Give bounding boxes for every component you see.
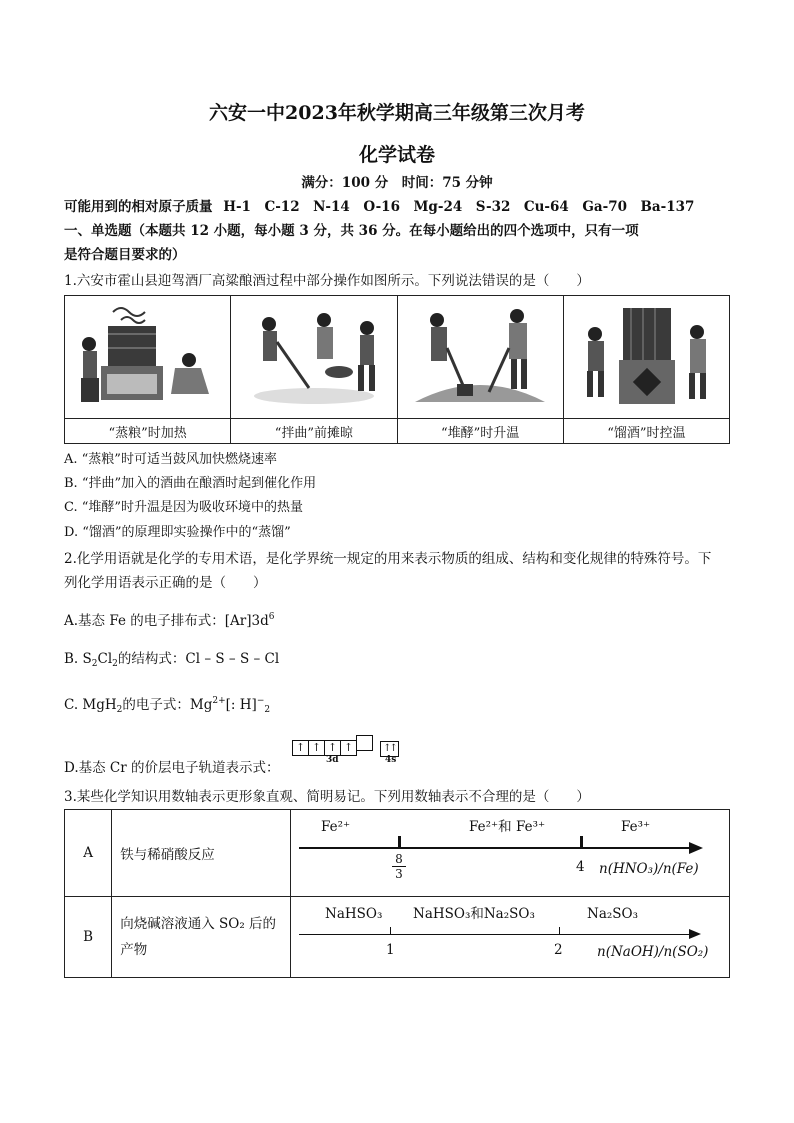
tick-a-1-numerator: 8 [395,852,403,866]
section-heading-line2: 是符合题目要求的） [64,247,186,263]
q2-c-mid: 的电子式：Mg [122,697,213,713]
q3-table [64,809,730,978]
exam-subtitle: 化学试卷 [358,144,435,166]
axis-arrow-b [689,929,701,939]
axis-label-b: n(NaOH)/n(SO₂) [597,944,709,960]
orbital-3d-1: ↑ [292,740,309,756]
number-line-a [291,810,729,896]
zone-b-3: Na₂SO₃ [587,906,639,922]
q1-caption-4: “馏酒”时控温 [563,419,729,444]
q2-c-prefix: C. MgH [64,697,117,713]
tick-a-1-denominator: 3 [392,866,406,881]
q1-image-fermenting [397,296,563,419]
axis-line-a [299,847,691,849]
q3-row-a-label: A [65,810,112,897]
orbital-3d-4: ↑ [340,740,357,756]
tick-a-1 [398,836,401,848]
q1-caption-3: “堆酵”时升温 [397,419,563,444]
fermenting-illustration [405,298,555,412]
q2-option-b [64,650,279,673]
number-line-b [291,897,729,977]
q1-option-b: B. “拌曲”加入的酒曲在酿酒时起到催化作用 [64,476,317,491]
q1-option-a: A. “蒸粮”时可适当鼓风加快燃烧速率 [64,452,277,467]
q1-image-spreading [231,296,397,419]
orbital-3d-3: ↑ [324,740,341,756]
orbital-3d-5 [356,735,373,751]
q2-c-suffix: [: H] [225,697,257,713]
steaming-illustration [73,298,223,412]
tick-a-2 [580,836,583,848]
cr-orbital-diagram [292,735,398,757]
distilling-illustration [571,298,721,412]
zone-a-3: Fe³⁺ [621,819,651,835]
axis-line-b [299,934,691,935]
q2-b-suffix: 的结构式：Cl – S – S – Cl [117,651,280,667]
axis-arrow-a [689,842,703,854]
q3-row-b-desc-line2: 产物 [120,942,148,958]
tick-b-2-label: 2 [554,942,563,958]
q1-option-d: D. “馏酒”的原理即实验操作中的“蒸馏” [64,525,291,540]
orbital-label-4s: 4s [385,755,397,765]
exam-title: 六安一中2023年秋学期高三年级第三次月考 [209,102,585,124]
atomic-masses-values: H-1 C-12 N-14 O-16 Mg-24 S-32 Cu-64 Ga-70 Ba-137 [223,199,695,215]
q1-image-distilling [563,296,729,419]
zone-b-1: NaHSO₃ [325,906,383,922]
tick-b-1-label: 1 [386,942,395,958]
tick-a-1-fraction [392,852,406,881]
exam-meta: 满分：100 分 时间：75 分钟 [301,175,493,191]
q1-option-c: C. “堆酵”时升温是因为吸收环境中的热量 [64,500,304,515]
q2-option-c [64,692,270,719]
q2-a-prefix: A.基态 Fe 的电子排布式： [64,613,225,629]
q1-caption-2: “拌曲”前摊晾 [231,419,397,444]
zone-a-2: Fe²⁺和 Fe³⁺ [469,819,546,835]
zone-b-2: NaHSO₃和Na₂SO₃ [413,906,535,922]
q1-stem: 1.六安市霍山县迎驾酒厂高粱酿酒过程中部分操作如图所示。下列说法错误的是（ ） [64,273,590,289]
axis-label-a: n(HNO₃)/n(Fe) [599,861,699,877]
q2-c-sub: 2 [116,705,123,715]
q3-row-b-desc [112,897,291,978]
q3-row-b-label: B [65,897,112,978]
atomic-masses-line [64,198,694,216]
q3-row-b [65,897,730,978]
orbital-label-3d: 3d [326,755,339,765]
tick-a-2-label: 4 [576,859,585,875]
q2-b-prefix: B. S [64,651,92,667]
tick-b-2 [559,927,560,935]
q1-image-steaming [65,296,231,419]
q3-row-a-axis-cell [291,810,730,897]
q3-row-a [65,810,730,897]
orbital-3d-2: ↑ [308,740,325,756]
q3-row-b-axis-cell [291,897,730,978]
tick-b-1 [390,927,391,935]
q2-c-sup: 2+ [212,696,226,706]
orbital-4s-second-arrow: ↑ [389,743,396,754]
q2-a-formula: [Ar]3d [224,613,269,629]
q1-image-table [64,295,730,444]
zone-a-1: Fe²⁺ [321,819,351,835]
q2-b-sub1: 2 [91,659,98,669]
q2-option-a [64,608,274,630]
q2-b-mid: Cl [97,651,113,667]
q3-stem: 3.某些化学知识用数轴表示更形象直观、简明易记。下列用数轴表示不合理的是（ ） [64,789,590,805]
q2-option-d: D.基态 Cr 的价层电子轨道表示式： [64,760,280,776]
spreading-illustration [239,298,389,412]
orbital-4s-up-arrow: ↑ [383,743,390,754]
atomic-masses-label: 可能用到的相对原子质量 [64,199,213,215]
q2-stem-line1: 2.化学用语就是化学的专用术语，是化学界统一规定的用来表示物质的组成、结构和变化规律的特殊符号。下 [64,551,712,567]
q3-row-a-desc: 铁与稀硝酸反应 [112,810,291,897]
q2-a-sup: 6 [268,612,275,622]
q1-caption-1: “蒸粮”时加热 [65,419,231,444]
section-heading-line1: 一、单选题（本题共 12 小题，每小题 3 分，共 36 分。在每小题给出的四个选项中，只有一项 [64,223,639,239]
q2-c-sub2: 2 [264,705,271,715]
q3-row-b-desc-line1: 向烧碱溶液通入 SO₂ 后的 [120,916,277,932]
q2-c-sup2: − [256,696,265,706]
q2-b-sub2: 2 [112,659,118,669]
q2-stem-line2: 列化学用语表示正确的是（ ） [64,575,267,591]
